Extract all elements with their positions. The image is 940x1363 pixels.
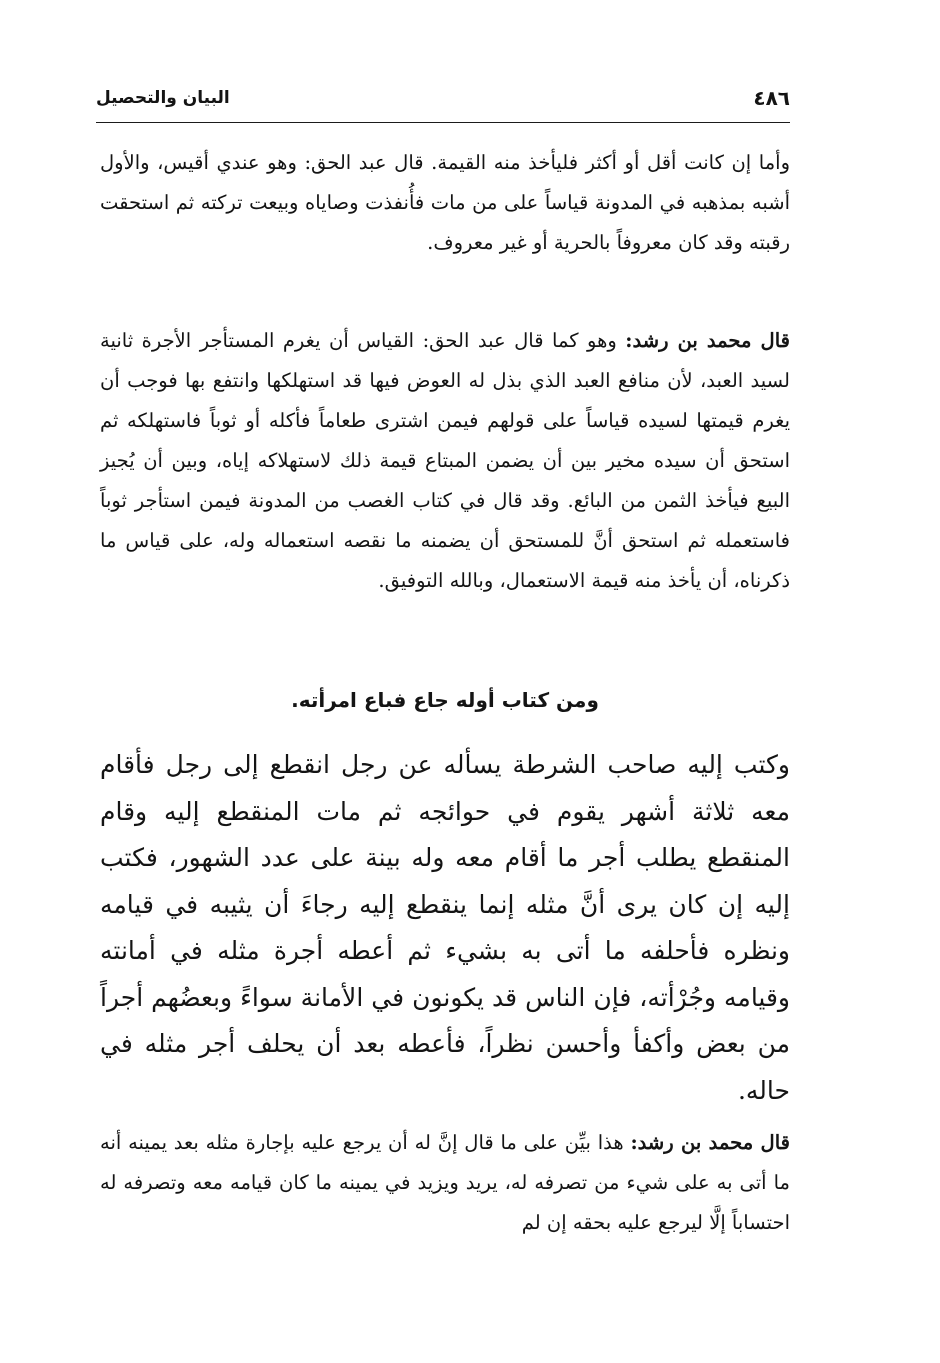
paragraph-4	[100, 1123, 790, 1243]
page-header	[96, 86, 790, 116]
paragraph-4-text: هذا بيِّن على ما قال إنَّ له أن يرجع عليه بإجارة مثله بعد يمينه أنه ما أتى به على شيء من تصرفه له، يريد ويزيد في يمينه ما كان قيامه معه وتصرفه له احتساباً إلَّا ليرجع عليه بحقه إن لم	[100, 1131, 790, 1234]
running-title: البيان والتحصيل	[96, 88, 230, 108]
page-number: ٤٨٦	[753, 86, 790, 110]
section-heading: ومن كتاب أوله جاع فباع امرأته.	[291, 688, 599, 712]
paragraph-1: وأما إن كانت أقل أو أكثر فليأخذ منه القيمة. قال عبد الحق: وهو عندي أقيس، والأول أشبه بمذهبه في المدونة قياساً على من مات فأُنفذت وصاياه وبيعت تركته ثم استحقت رقبته وقد كان معروفاً بالحرية أو غير معروف.	[100, 151, 790, 254]
paragraph-2-text: وهو كما قال عبد الحق: القياس أن يغرم المستأجر الأجرة ثانية لسيد العبد، لأن منافع العبد الذي بذل له العوض فيها قد استهلكها وانتفع بها فوجب أن يغرم قيمتها لسيده قياساً على قولهم فيمن اشترى طعاماً فأكله أو ثوباً فاستهلكه ثم استحق أن سيده مخير بين أن يضمن المبتاع قيمة ذلك لاستهلاكه إياه، وبين أن يُجيز البيع فيأخذ الثمن من البائع. وقد قال في كتاب الغصب من المدونة فيمن استأجر ثوباً فاستعمله ثم استحق أنَّ للمستحق أن يضمنه ما نقصه استعماله وله، على قياس ما ذكرناه، أن يأخذ منه قيمة الاستعمال، وبالله التوفيق.	[100, 329, 790, 592]
paragraph-3: وكتب إليه صاحب الشرطة يسأله عن رجل انقطع إلى رجل فأقام معه ثلاثة أشهر يقوم في حوائجه ثم مات المنقطع إليه وقام المنقطع يطلب أجر ما أقام معه وله بينة على عدد الشهور، فكتب إليه إن كان يرى أنَّ مثله إنما ينقطع إليه رجاءَ أن يثيبه في قيامه ونظره فأحلفه ما أتى به بشيء ثم أعطه أجرة مثله في أمانته وقيامه وجُرْأته، فإن الناس قد يكونون في الأمانة سواءً وبعضُهم أجراً من بعض وأكفأ وأحسن نظراً، فأعطه بعد أن يحلف أجر مثله في حاله.	[100, 750, 790, 1105]
paragraph-2	[100, 321, 790, 601]
header-divider	[96, 122, 790, 123]
paragraph-2-speaker: قال محمد بن رشد:	[625, 329, 790, 352]
paragraph-4-speaker: قال محمد بن رشد:	[630, 1131, 790, 1154]
